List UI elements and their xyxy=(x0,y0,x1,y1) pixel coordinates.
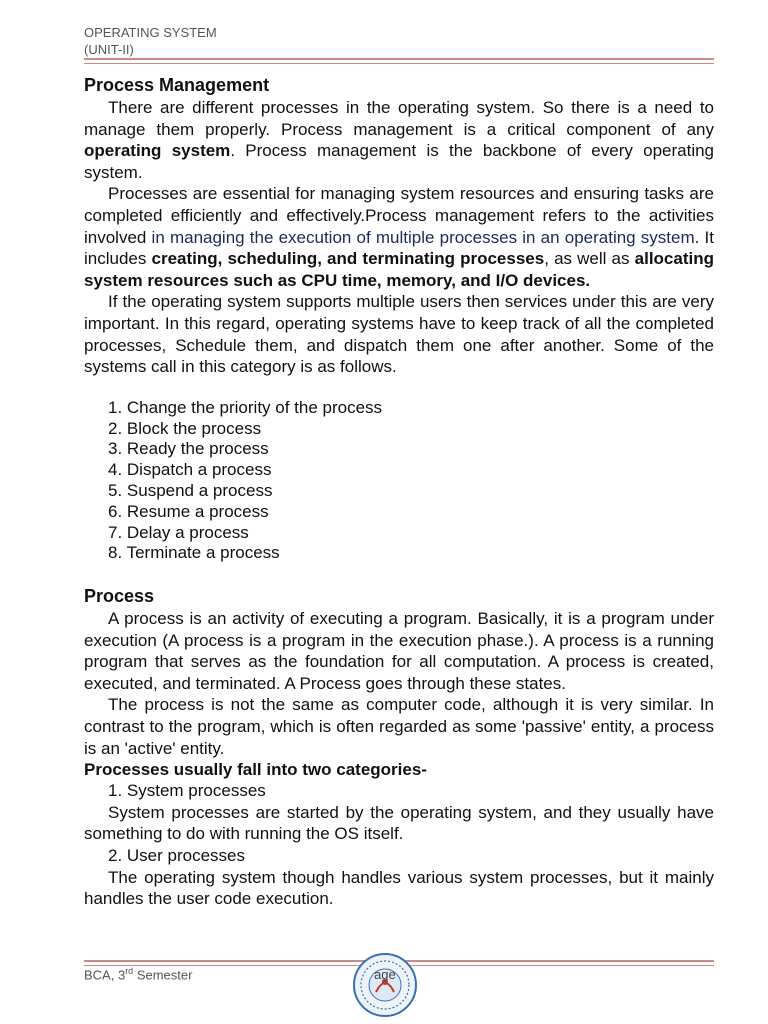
categories-heading: Processes usually fall into two categories- xyxy=(84,760,427,780)
section-title-process: Process xyxy=(84,586,155,607)
college-seal-icon xyxy=(352,952,418,1018)
paragraph: The process is not the same as computer code, although it is very similar. In contrast to the program, which is often regarded as some 'passive' entity, a process is an 'active' entity. xyxy=(84,695,714,758)
list-item: 8. Terminate a process xyxy=(108,543,280,563)
page-label: age xyxy=(374,967,396,982)
paragraph xyxy=(84,183,714,291)
list-item: 4. Dispatch a process xyxy=(108,460,272,480)
category-title-user: 2. User processes xyxy=(108,846,245,866)
text-span: . It includes xyxy=(84,227,714,269)
section-title-process-management: Process Management xyxy=(84,75,270,95)
footer-course-sup: rd xyxy=(125,966,134,976)
list-item: 7. Delay a process xyxy=(108,522,249,542)
paragraph xyxy=(84,97,714,183)
paragraph: The operating system though handles various system processes, but it mainly handles the user code execution. xyxy=(84,867,714,909)
footer-course-rest: Semester xyxy=(133,967,193,983)
header-divider xyxy=(84,58,714,64)
category-title-system: 1. System processes xyxy=(108,781,266,801)
text-span: Processes are essential for managing system resources and ensuring tasks are completed efficiently and effectively.Process management refers to the activities involved xyxy=(84,184,714,247)
document-body xyxy=(84,73,714,910)
list-item: 2. Block the process xyxy=(108,418,262,438)
bold-text: allocating system resources such as CPU time, memory, and I/O devices. xyxy=(84,249,714,290)
text-span: There are different processes in the operating system. So there is a need to manage them properly. Process management is a critical component of any xyxy=(84,98,714,139)
text-span: , as well as xyxy=(544,249,635,269)
paragraph: If the operating system supports multiple users then services under this are very important. In this regard, operating systems have to keep track of all the completed processes, Schedule them, and dispatch them one after another. Some of the systems call in this category is as follows. xyxy=(84,292,714,377)
system-calls-list xyxy=(84,398,714,564)
footer-course xyxy=(84,966,192,982)
footer-course-text: BCA, 3 xyxy=(84,967,126,983)
bold-text: creating, scheduling, and terminating processes xyxy=(151,249,545,269)
link-text[interactable]: in managing the execution of multiple processes in an operating system xyxy=(151,227,695,247)
text-span: . Process management is the backbone of every operating system. xyxy=(84,141,715,182)
list-item: 1. Change the priority of the process xyxy=(108,397,383,417)
header-unit: (UNIT-II) xyxy=(84,42,134,57)
list-item: 6. Resume a process xyxy=(108,501,269,521)
list-item: 5. Suspend a process xyxy=(108,480,273,500)
paragraph: System processes are started by the operating system, and they usually have something to do with running the OS itself. xyxy=(84,802,714,844)
bold-text: operating system xyxy=(84,141,231,161)
paragraph: A process is an activity of executing a program. Basically, it is a program under execution (A process is a program in the execution phase.). A process is a running program that serves as the foundation for all computation. A process is created, executed, and terminated. A Process goes through these states. xyxy=(84,609,714,693)
list-item: 3. Ready the process xyxy=(108,439,269,459)
header-subject: OPERATING SYSTEM xyxy=(84,25,217,40)
page-header xyxy=(84,24,714,58)
